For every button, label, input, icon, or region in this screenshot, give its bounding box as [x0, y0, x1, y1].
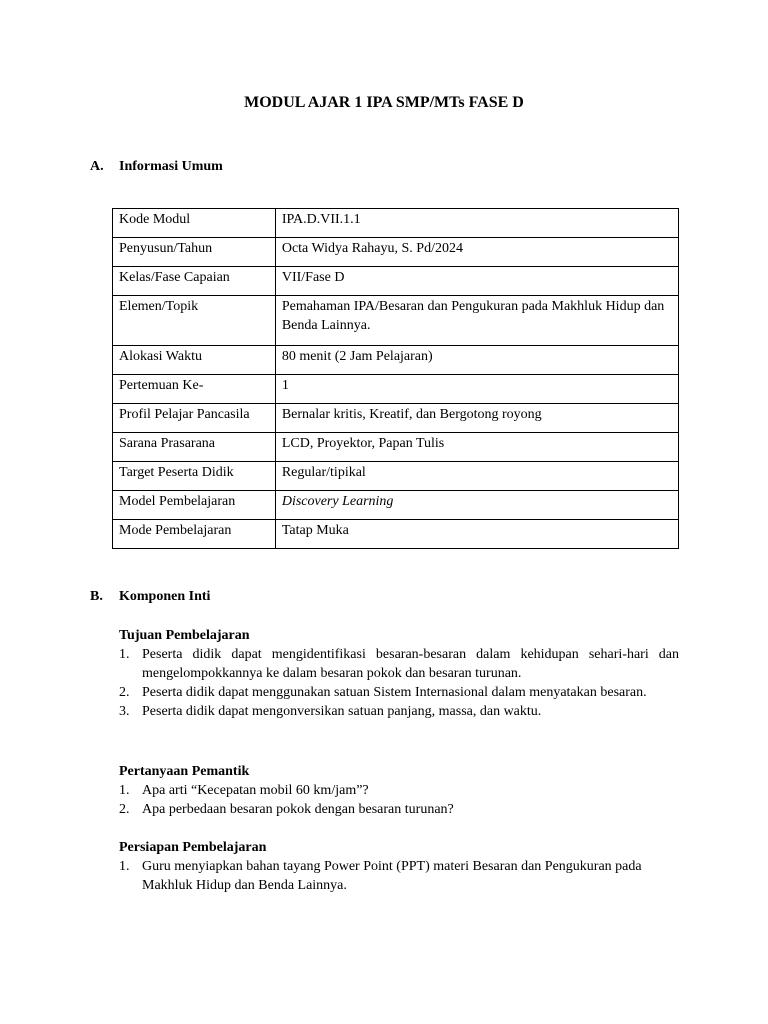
section-a-heading: [90, 159, 223, 175]
info-table: [112, 208, 679, 549]
table-label: Model Pembelajaran: [113, 491, 276, 520]
table-label: Target Peserta Didik: [113, 462, 276, 491]
list-item: [119, 645, 679, 683]
list-number: 1.: [119, 859, 130, 874]
list-item: [119, 702, 679, 721]
table-label: Mode Pembelajaran: [113, 520, 276, 549]
tujuan-block: [119, 626, 679, 721]
list-item: [119, 800, 679, 819]
table-label: Kode Modul: [113, 209, 276, 238]
pemantik-list: [119, 781, 679, 819]
pemantik-heading: Pertanyaan Pemantik: [119, 764, 250, 779]
table-value: Octa Widya Rahayu, S. Pd/2024: [275, 238, 678, 267]
section-a-number: A.: [90, 159, 104, 174]
section-b-number: B.: [90, 589, 103, 604]
table-row: [113, 346, 679, 375]
table-label: Penyusun/Tahun: [113, 238, 276, 267]
list-text: Peserta didik dapat menggunakan satuan Sistem Internasional dalam menyatakan besaran.: [142, 685, 647, 700]
table-value: LCD, Proyektor, Papan Tulis: [275, 433, 678, 462]
table-label: Profil Pelajar Pancasila: [113, 404, 276, 433]
persiapan-heading: Persiapan Pembelajaran: [119, 840, 267, 855]
table-value: [275, 491, 678, 520]
table-label: Alokasi Waktu: [113, 346, 276, 375]
table-row: [113, 462, 679, 491]
table-row: [113, 209, 679, 238]
list-item: [119, 857, 679, 895]
table-value: Regular/tipikal: [275, 462, 678, 491]
list-number: 2.: [119, 685, 130, 700]
table-value: Bernalar kritis, Kreatif, dan Bergotong royong: [275, 404, 678, 433]
list-number: 2.: [119, 802, 130, 817]
table-row: [113, 296, 679, 346]
list-text: Guru menyiapkan bahan tayang Power Point (PPT) materi Besaran dan Pengukuran pada Makhluk Hidup dan Benda Lainnya.: [142, 859, 642, 893]
section-b-title: Komponen Inti: [119, 589, 211, 604]
tujuan-heading: Tujuan Pembelajaran: [119, 628, 250, 643]
table-value: IPA.D.VII.1.1: [275, 209, 678, 238]
table-label: Sarana Prasarana: [113, 433, 276, 462]
table-value: 80 menit (2 Jam Pelajaran): [275, 346, 678, 375]
pemantik-block: [119, 762, 679, 819]
table-row: [113, 238, 679, 267]
table-row: [113, 375, 679, 404]
table-label: Kelas/Fase Capaian: [113, 267, 276, 296]
table-row: [113, 267, 679, 296]
list-item: [119, 781, 679, 800]
persiapan-block: [119, 838, 679, 895]
table-value: Pemahaman IPA/Besaran dan Pengukuran pada Makhluk Hidup dan Benda Lainnya.: [275, 296, 678, 346]
table-value: 1: [275, 375, 678, 404]
list-number: 1.: [119, 647, 130, 662]
section-a-title: Informasi Umum: [119, 159, 223, 174]
table-row: [113, 520, 679, 549]
tujuan-list: [119, 645, 679, 721]
table-row: [113, 433, 679, 462]
persiapan-list: [119, 857, 679, 895]
table-value: Tatap Muka: [275, 520, 678, 549]
table-value: VII/Fase D: [275, 267, 678, 296]
table-row: [113, 404, 679, 433]
table-value-italic: Discovery Learning: [281, 494, 394, 509]
table-row: [113, 491, 679, 520]
table-label: Pertemuan Ke-: [113, 375, 276, 404]
list-item: [119, 683, 679, 702]
list-text: Peserta didik dapat mengidentifikasi besaran-besaran dalam kehidupan sehari-hari dan mengelompokkannya ke dalam besaran pokok dan besaran turunan.: [142, 647, 679, 681]
document-title: MODUL AJAR 1 IPA SMP/MTs FASE D: [244, 94, 524, 111]
list-text: Peserta didik dapat mengonversikan satuan panjang, massa, dan waktu.: [142, 704, 542, 719]
list-text: Apa perbedaan besaran pokok dengan besaran turunan?: [142, 802, 454, 817]
list-number: 3.: [119, 704, 130, 719]
list-number: 1.: [119, 783, 130, 798]
list-text: Apa arti “Kecepatan mobil 60 km/jam”?: [142, 783, 369, 798]
section-b-heading: [90, 589, 210, 605]
table-label: Elemen/Topik: [113, 296, 276, 346]
